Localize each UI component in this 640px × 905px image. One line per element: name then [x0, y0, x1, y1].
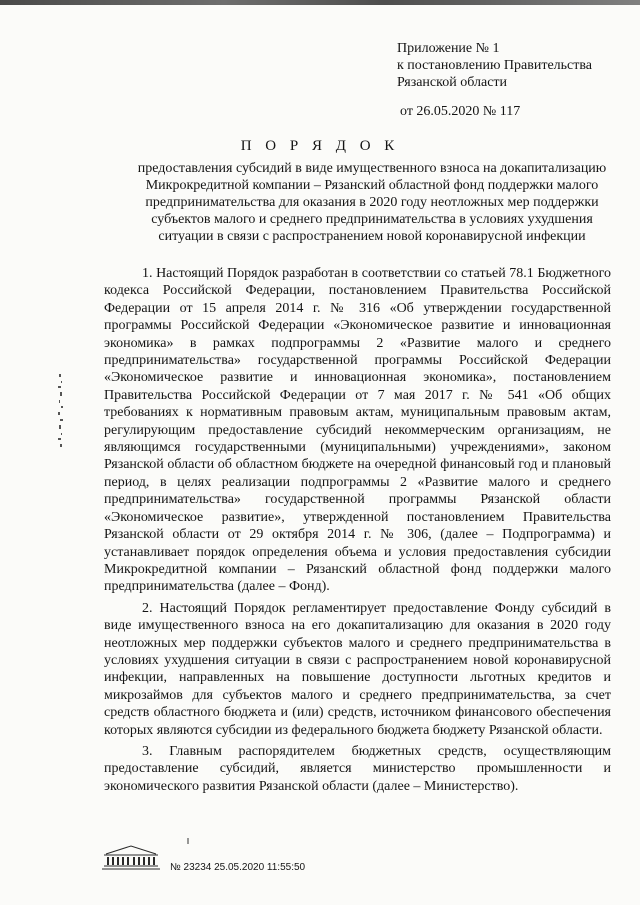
document-subtitle	[112, 160, 632, 245]
approval-region: Рязанской области	[397, 75, 508, 90]
approval-resolution: к постановлению Правительства	[397, 58, 593, 73]
subtitle-line: Микрокредитной компании – Рязанский областной фонд поддержки малого	[145, 178, 599, 193]
scan-top-edge	[0, 0, 640, 5]
paragraph-2: 2. Настоящий Порядок регламентирует предоставление Фонду субсидий в виде имущественного взноса на его докапитализацию для оказания в 2020 году неотложных мер поддержки субъектов малого и среднего предпринимательства в условиях ухудшения ситуации в связи с распространением новой коронавирусной инфекции, направленных на повышение доступности льготных кредитов и микрозаймов для субъектов малого и среднего предпринимательства, за счет средств областного бюджета и (или) средств, источником финансового обеспечения которых являются субсидии из федерального бюджета бюджету Рязанской области.	[104, 600, 611, 738]
approval-block	[397, 40, 632, 120]
subtitle-line: ситуации в связи с распространением новой коронавирусной инфекции	[158, 229, 586, 244]
document-body	[104, 265, 611, 799]
document-title: П О Р Я Д О К	[240, 138, 400, 154]
paragraph-3: 3. Главным распорядителем бюджетных средств, осуществляющим предоставление субсидий, является министерство промышленности и экономического развития Рязанской области (далее – Министерство).	[104, 743, 611, 794]
document-footer	[100, 838, 420, 888]
subtitle-line: предоставления субсидий в виде имущественного взноса на докапитализацию	[137, 161, 607, 176]
paragraph-1: 1. Настоящий Порядок разработан в соответствии со статьей 78.1 Бюджетного кодекса Российской Федерации, постановлением Правительства Российской Федерации от 15 апреля 2014 г. № 316 «Об утверждении государственной программы Российской Федерации «Экономическое развитие и инновационная экономика» в рамках подпрограммы 2 «Развитие малого и среднего предпринимательства» государственной программы Российской Федерации «Экономическое развитие и инновационная экономика», постановлением Правительства Российской Федерации от 7 мая 2017 г. № 541 «Об общих требованиях к нормативным правовым актам, муниципальным правовым актам, регулирующим предоставление субсидий некоммерческим организациям, не являющимся государственными (муниципальными) учреждениями», законом Рязанской области об областном бюджете на очередной финансовый год и плановый период, в целях реализации подпрограммы 2 «Развитие малого и среднего предпринимательства» государственной программы Рязанской области «Экономическое развитие», утвержденной постановлением Правительства Рязанской области от 29 октября 2014 г. № 306, (далее – Подпрограмма) и устанавливает порядок определения объема и условия предоставления субсидии Микрокредитной компании – Рязанский областной фонд поддержки малого предпринимательства (далее – Фонд).	[104, 266, 611, 595]
pen-mark	[186, 838, 190, 844]
subtitle-line: субъектов малого и среднего предпринимательства в условиях ухудшения	[151, 212, 593, 227]
subtitle-line: предпринимательства для оказания в 2020 году неотложных мер поддержки	[145, 195, 599, 210]
registration-number: № 23234 25.05.2020 11:55:50	[170, 862, 306, 873]
approval-date: от 26.05.2020 № 117	[400, 104, 521, 119]
scan-noise-marks	[56, 372, 66, 452]
approval-appendix: Приложение № 1	[397, 41, 500, 56]
building-stamp-logo	[100, 844, 162, 870]
